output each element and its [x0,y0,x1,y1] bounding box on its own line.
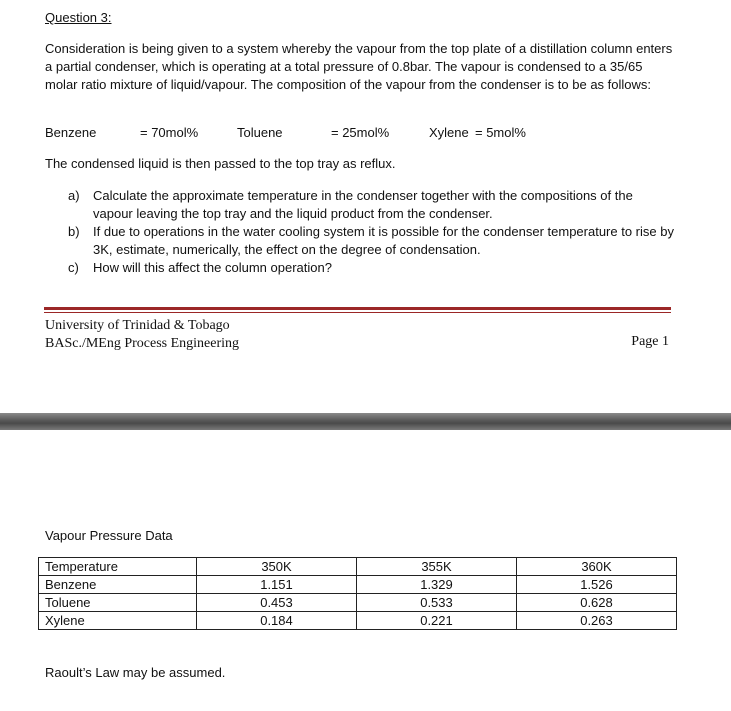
part-label: b) [68,224,80,239]
table-cell: Temperature [39,558,197,576]
footer-rule-thick [44,307,671,310]
table-cell: 0.628 [517,594,677,612]
table-cell: 350K [197,558,357,576]
table-cell: 0.453 [197,594,357,612]
reflux-note: The condensed liquid is then passed to the top tray as reflux. [45,156,396,171]
footer-university: University of Trinidad & Tobago [45,318,230,333]
toluene-label: Toluene [237,125,283,140]
table-cell: 0.533 [357,594,517,612]
vapour-pressure-title: Vapour Pressure Data [45,528,173,543]
table-cell: 360K [517,558,677,576]
part-text: How will this affect the column operation? [93,260,332,275]
benzene-label: Benzene [45,125,97,140]
part-text: Calculate the approximate temperature in the condenser together with the compositions of the vapour leaving the top tray and the liquid product from the condenser. [93,188,633,221]
table-cell: 1.526 [517,576,677,594]
question-part-b [68,223,674,259]
table-cell: 0.184 [197,612,357,630]
part-text: If due to operations in the water cooling system it is possible for the condenser temperature to rise by 3K, estimate, numerically, the effect on the degree of condensation. [93,224,674,257]
question-intro: Consideration is being given to a system whereby the vapour from the top plate of a distillation column enters a partial condenser, which is operating at a total pressure of 0.8bar. The vapour is condensed to a 35/65 molar ratio mixture of liquid/vapour. The composition of the vapour from the condenser is to be as follows: [45,41,673,92]
part-label: c) [68,260,79,275]
table-cell: 0.221 [357,612,517,630]
raoult-note: Raoult’s Law may be assumed. [45,665,226,680]
xylene-value: = 5mol% [475,125,526,140]
table-cell: 1.329 [357,576,517,594]
vapour-pressure-table [38,557,677,630]
page-number: Page 1 [631,334,669,349]
part-label: a) [68,188,80,203]
footer-rule-thin [44,312,671,313]
table-row [39,576,677,594]
xylene-label: Xylene [429,125,469,140]
table-row [39,612,677,630]
question-part-c [68,259,674,277]
footer-program: BASc./MEng Process Engineering [45,336,240,351]
table-cell: Benzene [39,576,197,594]
table-cell: 355K [357,558,517,576]
question-parts-list [68,187,674,277]
table-row [39,594,677,612]
table-cell: 1.151 [197,576,357,594]
table-header-row [39,558,677,576]
table-cell: Toluene [39,594,197,612]
table-cell: 0.263 [517,612,677,630]
footer-institution [45,317,239,353]
benzene-value: = 70mol% [140,125,199,140]
composition-row [45,125,675,143]
toluene-value: = 25mol% [331,125,390,140]
question-part-a [68,187,674,223]
question-heading: Question 3: [45,10,112,25]
table-cell: Xylene [39,612,197,630]
page-break-bar [0,413,731,430]
